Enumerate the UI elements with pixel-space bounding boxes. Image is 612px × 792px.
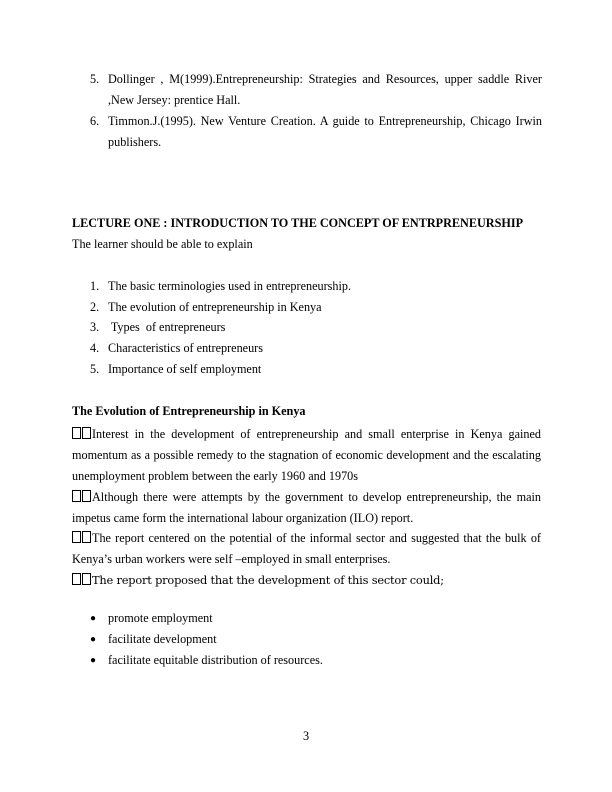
missing-glyph-icon <box>82 490 91 502</box>
paragraph <box>72 487 541 529</box>
reference-number: 5. <box>90 72 100 86</box>
bullet-icon: ● <box>90 613 97 624</box>
bullet-text: facilitate equitable distribution of resources. <box>108 653 323 667</box>
objective-text: Importance of self employment <box>108 362 262 376</box>
reference-text: Timmon.J.(1995). New Venture Creation. A guide to Entrepreneurship, Chicago Irwin publishers. <box>108 114 542 149</box>
page-number: 3 <box>302 729 310 743</box>
bullet-item <box>90 611 213 626</box>
objective-number: 1. <box>90 279 100 293</box>
bullet-icon: ● <box>90 634 97 645</box>
bullet-icon: ● <box>90 655 97 666</box>
missing-glyph-icon <box>82 531 91 543</box>
missing-glyph-icon <box>82 427 91 439</box>
objective-number: 5. <box>90 362 100 376</box>
paragraph <box>72 424 541 487</box>
bullet-item <box>90 653 323 668</box>
objective-text: Characteristics of entrepreneurs <box>108 341 263 355</box>
missing-glyph-icon <box>72 490 81 502</box>
bullet-text: facilitate development <box>108 632 217 646</box>
missing-glyph-icon <box>72 427 81 439</box>
paragraph <box>72 570 541 591</box>
objective-item <box>90 279 351 294</box>
paragraph-text: Interest in the development of entrepreneurship and small enterprise in Kenya gained momentum as a possible remedy to the stagnation of economic development and the escalating unemployment problem between the early 1960 and 1970s <box>72 427 541 483</box>
missing-glyph-icon <box>82 573 91 585</box>
paragraph-text: The report centered on the potential of the informal sector and suggested that the bulk of Kenya’s urban workers were self –employed in small enterprises. <box>72 531 541 566</box>
reference-item <box>90 111 542 153</box>
objective-text: The evolution of entrepreneurship in Kenya <box>108 300 322 314</box>
lecture-title: LECTURE ONE : INTRODUCTION TO THE CONCEPT OF ENTRPRENEURSHIP <box>72 216 524 230</box>
bullet-item <box>90 632 217 647</box>
section-heading: The Evolution of Entrepreneurship in Kenya <box>72 404 306 418</box>
missing-glyph-icon <box>72 573 81 585</box>
lecture-intro: The learner should be able to explain <box>72 237 253 251</box>
reference-item <box>90 69 542 111</box>
objective-item <box>90 320 225 335</box>
paragraph-text: The report proposed that the development of this sector could; <box>92 573 444 587</box>
objective-number: 3. <box>90 320 100 334</box>
objective-text: Types of entrepreneurs <box>108 320 226 334</box>
missing-glyph-icon <box>72 531 81 543</box>
paragraph-text: Although there were attempts by the government to develop entrepreneurship, the main impetus came form the international labour organization (ILO) report. <box>72 490 541 525</box>
objective-item <box>90 362 261 377</box>
objective-item <box>90 300 322 315</box>
objective-item <box>90 341 263 356</box>
objective-number: 4. <box>90 341 100 355</box>
objective-text: The basic terminologies used in entrepreneurship. <box>108 279 352 293</box>
bullet-text: promote employment <box>108 611 213 625</box>
objective-number: 2. <box>90 300 100 314</box>
paragraph <box>72 528 541 570</box>
reference-number: 6. <box>90 114 100 128</box>
reference-text: Dollinger , M(1999).Entrepreneurship: Strategies and Resources, upper saddle River ,New Jersey: prentice Hall. <box>108 72 542 107</box>
